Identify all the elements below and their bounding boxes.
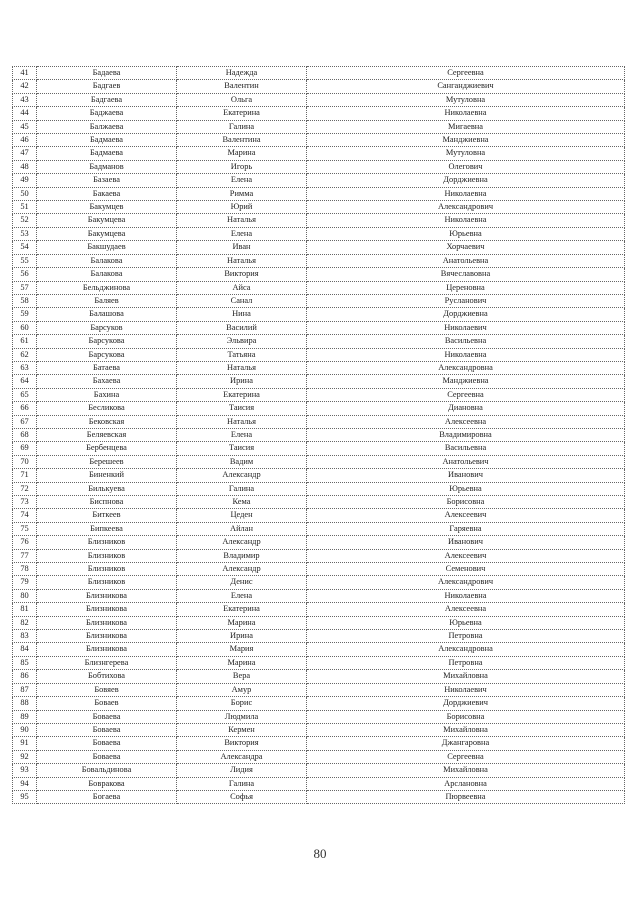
- last-name-cell: Бовальдинова: [37, 764, 177, 777]
- patronymic-cell: Хорчаевич: [307, 241, 625, 254]
- first-name-cell: Мария: [177, 643, 307, 656]
- patronymic-cell: Цереновна: [307, 281, 625, 294]
- row-number-cell: 57: [13, 281, 37, 294]
- row-number-cell: 61: [13, 335, 37, 348]
- table-row: [13, 160, 625, 173]
- patronymic-cell: Петровна: [307, 630, 625, 643]
- first-name-cell: Елена: [177, 227, 307, 240]
- patronymic-cell: Арслановна: [307, 777, 625, 790]
- table-row: [13, 442, 625, 455]
- last-name-cell: Боваева: [37, 750, 177, 763]
- last-name-cell: Беляевская: [37, 428, 177, 441]
- row-number-cell: 74: [13, 509, 37, 522]
- row-number-cell: 44: [13, 107, 37, 120]
- first-name-cell: Александр: [177, 536, 307, 549]
- table-row: [13, 241, 625, 254]
- last-name-cell: Бипкеева: [37, 522, 177, 535]
- table-row: [13, 522, 625, 535]
- patronymic-cell: Манджиевна: [307, 134, 625, 147]
- table-row: [13, 764, 625, 777]
- patronymic-cell: Петровна: [307, 656, 625, 669]
- last-name-cell: Боваев: [37, 697, 177, 710]
- row-number-cell: 91: [13, 737, 37, 750]
- table-row: [13, 428, 625, 441]
- first-name-cell: Марина: [177, 656, 307, 669]
- table-row: [13, 589, 625, 602]
- row-number-cell: 48: [13, 160, 37, 173]
- table-row: [13, 375, 625, 388]
- table-row: [13, 80, 625, 93]
- patronymic-cell: Михайловна: [307, 764, 625, 777]
- first-name-cell: Александр: [177, 563, 307, 576]
- row-number-cell: 89: [13, 710, 37, 723]
- first-name-cell: Лидия: [177, 764, 307, 777]
- row-number-cell: 86: [13, 670, 37, 683]
- row-number-cell: 88: [13, 697, 37, 710]
- row-number-cell: 80: [13, 589, 37, 602]
- first-name-cell: Виктория: [177, 737, 307, 750]
- first-name-cell: Владимир: [177, 549, 307, 562]
- patronymic-cell: Манджиевна: [307, 375, 625, 388]
- first-name-cell: Марина: [177, 616, 307, 629]
- table-row: [13, 737, 625, 750]
- row-number-cell: 77: [13, 549, 37, 562]
- table-row: [13, 750, 625, 763]
- last-name-cell: Балакова: [37, 254, 177, 267]
- table-row: [13, 348, 625, 361]
- table-row: [13, 415, 625, 428]
- row-number-cell: 51: [13, 201, 37, 214]
- row-number-cell: 69: [13, 442, 37, 455]
- patronymic-cell: Николаевна: [307, 589, 625, 602]
- last-name-cell: Бакумцева: [37, 214, 177, 227]
- table-row: [13, 254, 625, 267]
- first-name-cell: Наталья: [177, 415, 307, 428]
- first-name-cell: Борис: [177, 697, 307, 710]
- first-name-cell: Нина: [177, 308, 307, 321]
- last-name-cell: Барсукова: [37, 335, 177, 348]
- row-number-cell: 56: [13, 268, 37, 281]
- table-row: [13, 723, 625, 736]
- row-number-cell: 81: [13, 603, 37, 616]
- table-row: [13, 107, 625, 120]
- last-name-cell: Бакумцева: [37, 227, 177, 240]
- first-name-cell: Екатерина: [177, 107, 307, 120]
- table-row: [13, 683, 625, 696]
- patronymic-cell: Юрьевна: [307, 227, 625, 240]
- last-name-cell: Бадгаев: [37, 80, 177, 93]
- first-name-cell: Санал: [177, 294, 307, 307]
- patronymic-cell: Александрович: [307, 201, 625, 214]
- last-name-cell: Балакова: [37, 268, 177, 281]
- table-row: [13, 174, 625, 187]
- last-name-cell: Бельджинова: [37, 281, 177, 294]
- table-row: [13, 496, 625, 509]
- row-number-cell: 87: [13, 683, 37, 696]
- first-name-cell: Айса: [177, 281, 307, 294]
- table-row: [13, 549, 625, 562]
- patronymic-cell: Семенович: [307, 563, 625, 576]
- table-row: [13, 187, 625, 200]
- row-number-cell: 79: [13, 576, 37, 589]
- patronymic-cell: Николаевич: [307, 321, 625, 334]
- row-number-cell: 52: [13, 214, 37, 227]
- first-name-cell: Галина: [177, 120, 307, 133]
- first-name-cell: Таисия: [177, 402, 307, 415]
- row-number-cell: 73: [13, 496, 37, 509]
- row-number-cell: 47: [13, 147, 37, 160]
- last-name-cell: Биненкий: [37, 469, 177, 482]
- last-name-cell: Бадмаева: [37, 134, 177, 147]
- names-table-container: [12, 66, 624, 804]
- last-name-cell: Берешеев: [37, 455, 177, 468]
- table-row: [13, 616, 625, 629]
- first-name-cell: Виктория: [177, 268, 307, 281]
- table-row: [13, 455, 625, 468]
- row-number-cell: 49: [13, 174, 37, 187]
- patronymic-cell: Гаряевна: [307, 522, 625, 535]
- patronymic-cell: Иванович: [307, 536, 625, 549]
- row-number-cell: 46: [13, 134, 37, 147]
- first-name-cell: Амур: [177, 683, 307, 696]
- table-row: [13, 509, 625, 522]
- row-number-cell: 58: [13, 294, 37, 307]
- table-row: [13, 201, 625, 214]
- row-number-cell: 67: [13, 415, 37, 428]
- table-row: [13, 335, 625, 348]
- patronymic-cell: Юрьевна: [307, 482, 625, 495]
- row-number-cell: 90: [13, 723, 37, 736]
- patronymic-cell: Сергеевна: [307, 388, 625, 401]
- first-name-cell: Ирина: [177, 630, 307, 643]
- table-row: [13, 536, 625, 549]
- first-name-cell: Екатерина: [177, 388, 307, 401]
- row-number-cell: 92: [13, 750, 37, 763]
- table-row: [13, 321, 625, 334]
- row-number-cell: 76: [13, 536, 37, 549]
- first-name-cell: Иван: [177, 241, 307, 254]
- patronymic-cell: Михайловна: [307, 723, 625, 736]
- last-name-cell: Бековская: [37, 415, 177, 428]
- last-name-cell: Богаева: [37, 790, 177, 803]
- first-name-cell: Таисия: [177, 442, 307, 455]
- last-name-cell: Боваева: [37, 723, 177, 736]
- patronymic-cell: Алексеевна: [307, 415, 625, 428]
- first-name-cell: Вадим: [177, 455, 307, 468]
- last-name-cell: Бадгаева: [37, 93, 177, 106]
- patronymic-cell: Васильевна: [307, 335, 625, 348]
- last-name-cell: Баляев: [37, 294, 177, 307]
- first-name-cell: Василий: [177, 321, 307, 334]
- first-name-cell: Галина: [177, 777, 307, 790]
- first-name-cell: Валентина: [177, 134, 307, 147]
- patronymic-cell: Александровна: [307, 643, 625, 656]
- patronymic-cell: Николаевна: [307, 187, 625, 200]
- last-name-cell: Биткеев: [37, 509, 177, 522]
- table-row: [13, 710, 625, 723]
- table-row: [13, 563, 625, 576]
- patronymic-cell: Александровна: [307, 361, 625, 374]
- last-name-cell: Бакаева: [37, 187, 177, 200]
- last-name-cell: Близникова: [37, 616, 177, 629]
- row-number-cell: 64: [13, 375, 37, 388]
- row-number-cell: 71: [13, 469, 37, 482]
- last-name-cell: Барсукова: [37, 348, 177, 361]
- row-number-cell: 70: [13, 455, 37, 468]
- first-name-cell: Людмила: [177, 710, 307, 723]
- table-row: [13, 697, 625, 710]
- first-name-cell: Наталья: [177, 254, 307, 267]
- row-number-cell: 95: [13, 790, 37, 803]
- last-name-cell: Близников: [37, 563, 177, 576]
- first-name-cell: Елена: [177, 428, 307, 441]
- patronymic-cell: Мутуловна: [307, 147, 625, 160]
- last-name-cell: Близникова: [37, 643, 177, 656]
- patronymic-cell: Иванович: [307, 469, 625, 482]
- patronymic-cell: Николаевна: [307, 214, 625, 227]
- row-number-cell: 42: [13, 80, 37, 93]
- table-row: [13, 134, 625, 147]
- row-number-cell: 94: [13, 777, 37, 790]
- last-name-cell: Боваева: [37, 710, 177, 723]
- table-row: [13, 670, 625, 683]
- table-row: [13, 120, 625, 133]
- row-number-cell: 53: [13, 227, 37, 240]
- first-name-cell: Эльвира: [177, 335, 307, 348]
- last-name-cell: Балашова: [37, 308, 177, 321]
- row-number-cell: 43: [13, 93, 37, 106]
- patronymic-cell: Пюрвеевна: [307, 790, 625, 803]
- last-name-cell: Близникова: [37, 589, 177, 602]
- row-number-cell: 93: [13, 764, 37, 777]
- last-name-cell: Бобтихова: [37, 670, 177, 683]
- first-name-cell: Ирина: [177, 375, 307, 388]
- first-name-cell: Кермен: [177, 723, 307, 736]
- table-row: [13, 361, 625, 374]
- last-name-cell: Близников: [37, 536, 177, 549]
- first-name-cell: Елена: [177, 589, 307, 602]
- table-row: [13, 402, 625, 415]
- patronymic-cell: Юрьевна: [307, 616, 625, 629]
- first-name-cell: Наталья: [177, 361, 307, 374]
- table-row: [13, 93, 625, 106]
- row-number-cell: 55: [13, 254, 37, 267]
- first-name-cell: Кема: [177, 496, 307, 509]
- last-name-cell: Бовракова: [37, 777, 177, 790]
- row-number-cell: 60: [13, 321, 37, 334]
- patronymic-cell: Диановна: [307, 402, 625, 415]
- last-name-cell: Бахина: [37, 388, 177, 401]
- last-name-cell: Бесликова: [37, 402, 177, 415]
- first-name-cell: Елена: [177, 174, 307, 187]
- last-name-cell: Биспнова: [37, 496, 177, 509]
- first-name-cell: Айлан: [177, 522, 307, 535]
- patronymic-cell: Джангаровна: [307, 737, 625, 750]
- names-table: [12, 66, 625, 804]
- last-name-cell: Бадмаева: [37, 147, 177, 160]
- row-number-cell: 75: [13, 522, 37, 535]
- table-row: [13, 67, 625, 80]
- table-row: [13, 214, 625, 227]
- row-number-cell: 63: [13, 361, 37, 374]
- last-name-cell: Бакшудаев: [37, 241, 177, 254]
- table-row: [13, 777, 625, 790]
- patronymic-cell: Николаевич: [307, 683, 625, 696]
- last-name-cell: Бакумцев: [37, 201, 177, 214]
- patronymic-cell: Васильевна: [307, 442, 625, 455]
- first-name-cell: Вера: [177, 670, 307, 683]
- patronymic-cell: Владимировна: [307, 428, 625, 441]
- row-number-cell: 83: [13, 630, 37, 643]
- row-number-cell: 54: [13, 241, 37, 254]
- row-number-cell: 85: [13, 656, 37, 669]
- last-name-cell: Боваева: [37, 737, 177, 750]
- row-number-cell: 62: [13, 348, 37, 361]
- patronymic-cell: Михайловна: [307, 670, 625, 683]
- patronymic-cell: Сергеевна: [307, 750, 625, 763]
- table-row: [13, 294, 625, 307]
- names-table-body: [13, 67, 625, 804]
- row-number-cell: 45: [13, 120, 37, 133]
- table-row: [13, 268, 625, 281]
- last-name-cell: Близнгерева: [37, 656, 177, 669]
- table-row: [13, 643, 625, 656]
- patronymic-cell: Алексеевич: [307, 549, 625, 562]
- first-name-cell: Александра: [177, 750, 307, 763]
- page-number: 80: [313, 846, 327, 861]
- row-number-cell: 72: [13, 482, 37, 495]
- table-row: [13, 388, 625, 401]
- first-name-cell: Денис: [177, 576, 307, 589]
- table-row: [13, 576, 625, 589]
- patronymic-cell: Алексеевич: [307, 509, 625, 522]
- table-row: [13, 281, 625, 294]
- last-name-cell: Билькуева: [37, 482, 177, 495]
- last-name-cell: Бахаева: [37, 375, 177, 388]
- last-name-cell: Бовяев: [37, 683, 177, 696]
- row-number-cell: 82: [13, 616, 37, 629]
- table-row: [13, 469, 625, 482]
- patronymic-cell: Николаевна: [307, 107, 625, 120]
- patronymic-cell: Дорджиевна: [307, 174, 625, 187]
- row-number-cell: 50: [13, 187, 37, 200]
- last-name-cell: Близников: [37, 549, 177, 562]
- row-number-cell: 66: [13, 402, 37, 415]
- table-row: [13, 630, 625, 643]
- last-name-cell: Базаева: [37, 174, 177, 187]
- last-name-cell: Баджаева: [37, 107, 177, 120]
- row-number-cell: 41: [13, 67, 37, 80]
- first-name-cell: Игорь: [177, 160, 307, 173]
- first-name-cell: Юрий: [177, 201, 307, 214]
- patronymic-cell: Сергеевна: [307, 67, 625, 80]
- first-name-cell: Марина: [177, 147, 307, 160]
- first-name-cell: Екатерина: [177, 603, 307, 616]
- last-name-cell: Батаева: [37, 361, 177, 374]
- last-name-cell: Близников: [37, 576, 177, 589]
- patronymic-cell: Дорджиевна: [307, 308, 625, 321]
- last-name-cell: Барсуков: [37, 321, 177, 334]
- patronymic-cell: Мигаевна: [307, 120, 625, 133]
- patronymic-cell: Алексеевна: [307, 603, 625, 616]
- first-name-cell: Татьяна: [177, 348, 307, 361]
- patronymic-cell: Борисовна: [307, 710, 625, 723]
- table-row: [13, 790, 625, 803]
- first-name-cell: Ольга: [177, 93, 307, 106]
- patronymic-cell: Олегович: [307, 160, 625, 173]
- first-name-cell: Цеден: [177, 509, 307, 522]
- table-row: [13, 227, 625, 240]
- first-name-cell: Римма: [177, 187, 307, 200]
- first-name-cell: Софья: [177, 790, 307, 803]
- first-name-cell: Наталья: [177, 214, 307, 227]
- first-name-cell: Надежда: [177, 67, 307, 80]
- row-number-cell: 59: [13, 308, 37, 321]
- table-row: [13, 147, 625, 160]
- first-name-cell: Галина: [177, 482, 307, 495]
- row-number-cell: 78: [13, 563, 37, 576]
- patronymic-cell: Анатольевна: [307, 254, 625, 267]
- last-name-cell: Близникова: [37, 603, 177, 616]
- table-row: [13, 482, 625, 495]
- table-row: [13, 656, 625, 669]
- row-number-cell: 68: [13, 428, 37, 441]
- patronymic-cell: Санганджиевич: [307, 80, 625, 93]
- table-row: [13, 308, 625, 321]
- patronymic-cell: Борисовна: [307, 496, 625, 509]
- patronymic-cell: Дорджиевич: [307, 697, 625, 710]
- last-name-cell: Бадаева: [37, 67, 177, 80]
- last-name-cell: Бадманов: [37, 160, 177, 173]
- patronymic-cell: Мутуловна: [307, 93, 625, 106]
- row-number-cell: 65: [13, 388, 37, 401]
- first-name-cell: Валентин: [177, 80, 307, 93]
- table-row: [13, 603, 625, 616]
- patronymic-cell: Николаевна: [307, 348, 625, 361]
- patronymic-cell: Александрович: [307, 576, 625, 589]
- last-name-cell: Бербенцева: [37, 442, 177, 455]
- patronymic-cell: Вячеславовна: [307, 268, 625, 281]
- patronymic-cell: Русланович: [307, 294, 625, 307]
- row-number-cell: 84: [13, 643, 37, 656]
- first-name-cell: Александр: [177, 469, 307, 482]
- last-name-cell: Близникова: [37, 630, 177, 643]
- patronymic-cell: Анатольевич: [307, 455, 625, 468]
- last-name-cell: Балжаева: [37, 120, 177, 133]
